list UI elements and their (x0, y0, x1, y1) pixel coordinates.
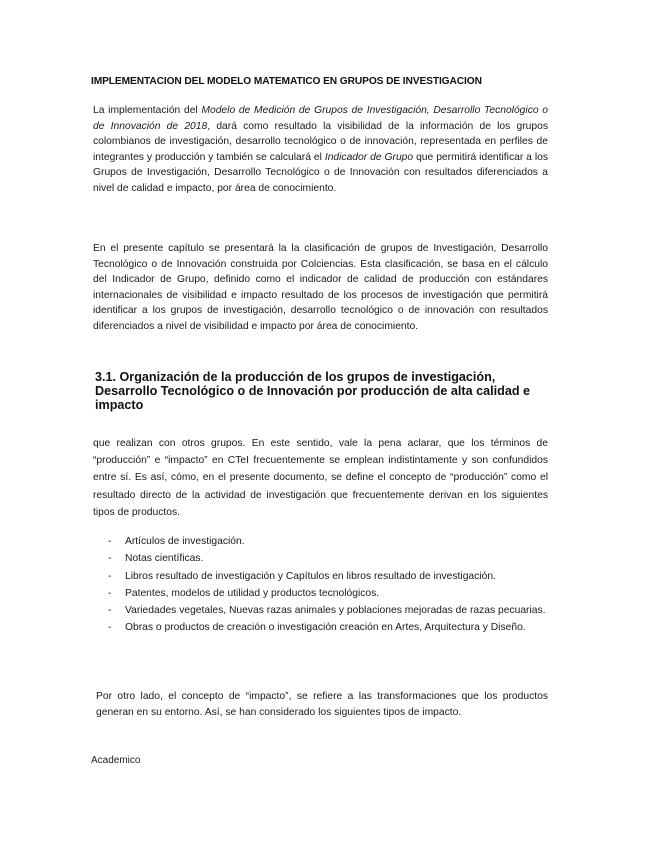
list-item: - Patentes, modelos de utilidad y productos tecnológicos. (108, 585, 558, 602)
section-heading: 3.1. Organización de la producción de los grupos de investigación, Desarrollo Tecnológico o de Innovación por producción de alta calidad e impacto (95, 370, 531, 412)
paragraph-production: que realizan con otros grupos. En este sentido, vale la pena aclarar, que los términos de “producción” e “impacto” en CTeI frecuentemente se emplean indistintamente y son confundidos entre sí. Es así, cómo, en el presente documento, se define el concepto de “producción” como el resultado directo de la actividad de investigación que frecuentemente derivan en los siguientes tipos de productos. (93, 438, 548, 518)
paragraph-intro (93, 103, 548, 196)
paragraph-intro-middle: , dará como resultado la visibilidad de la información de los grupos colombianos de investigación, desarrollo tecnológico o de innovación, representada en perfiles de integrantes y producción y también se calculará el (93, 120, 548, 163)
paragraph-classification: En el presente capítulo se presentará la la clasificación de grupos de Investigación, Desarrollo Tecnológico o de Innovación construida por Colciencias. Esta clasificación, se basa en el cálculo del Indicador de Grupo, definido como el indicador de calidad de producción con estándares internacionales de visibilidad e impacto resultado de los procesos de investigación que permitirá identificar a los grupos de investigación, desarrollo tecnológico o de innovación con resultados diferenciados a nivel de visibilidad e impacto por área de conocimiento. (93, 243, 548, 332)
indicator-name: Indicador de Grupo (324, 151, 414, 163)
list-item: - Obras o productos de creación o investigación creación en Artes, Arquitectura y Diseño. (108, 619, 558, 636)
paragraph-intro-start: La implementación del (93, 105, 202, 116)
paragraph-impact: Por otro lado, el concepto de “impacto”, se refiere a las transformaciones que los productos generan en su entorno. Así, se han considerado los siguientes tipos de impacto. (96, 691, 548, 718)
footer-label: Academico (91, 755, 141, 766)
list-item: - Libros resultado de investigación y Capítulos en libros resultado de investigación. (108, 568, 558, 585)
list-item: - Notas científicas. (108, 550, 558, 567)
model-name: Modelo de Medición de Grupos de Investigación, Desarrollo Tecnológico o de Innovación de 2018 (93, 105, 548, 132)
list-item: - Artículos de investigación. (108, 533, 558, 550)
document-title: IMPLEMENTACION DEL MODELO MATEMATICO EN GRUPOS DE INVESTIGACION (91, 76, 482, 87)
paragraph-intro-end: que permitirá identificar a los Grupos de Investigación, Desarrollo Tecnológico o de Innovación con resultados diferenciados a nivel de calidad e impacto, por área de conocimiento. (93, 151, 549, 194)
product-types-list (108, 533, 558, 637)
list-item: - Variedades vegetales, Nuevas razas animales y poblaciones mejoradas de razas pecuarias. (108, 602, 558, 619)
